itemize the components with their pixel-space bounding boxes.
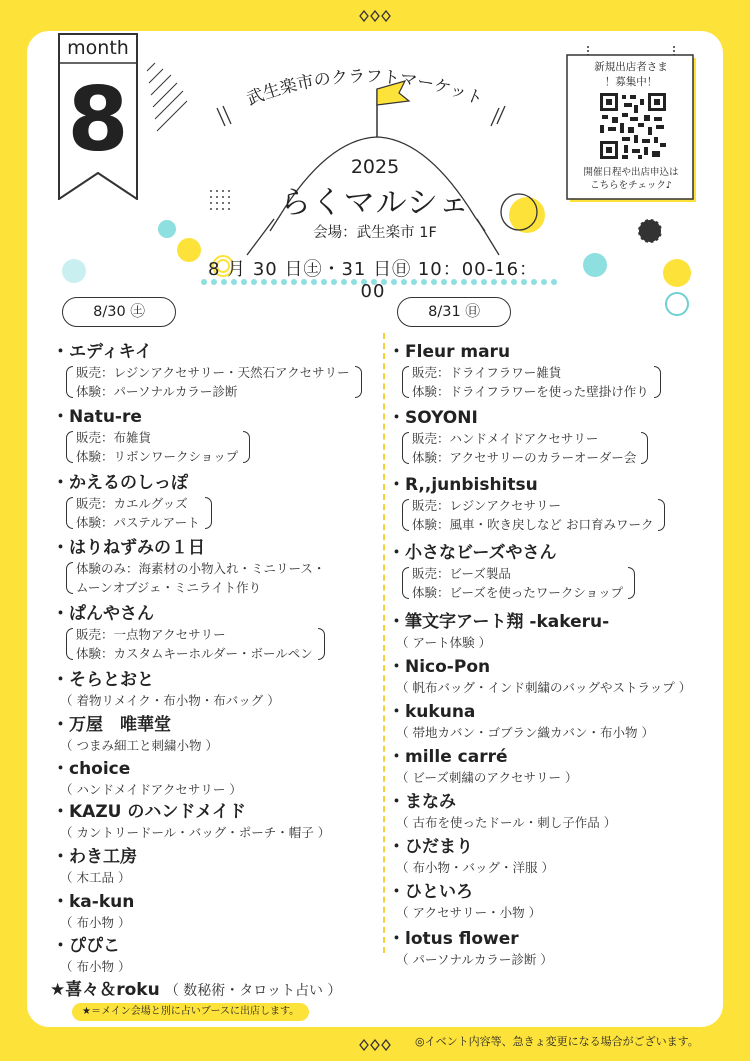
vendor-name: ・Nico-Pon [388,657,491,677]
list-item: ・R,,junbishitsu 販売：レジンアクセサリー 体験：風車・吹き戻しなど お口育みワーク [388,475,654,532]
list-item: ・SOYONI 販売：ハンドメイドアクセサリー 体験：アクセサリーのカラーオーダー会 [388,408,637,465]
list-item: ・KAZU のハンドメイド （ カントリードール・バッグ・ポーチ・帽子 ） [52,802,331,840]
vendor-name: ・KAZU のハンドメイド [52,802,246,822]
vendor-name: ・ひだまり [388,837,473,857]
month-label: month [67,37,129,59]
list-item: ・かえるのしっぽ 販売：カエルグッズ 体験：パステルアート [52,473,200,530]
list-item: ・choice （ ハンドメイドアクセサリー ） [52,759,242,797]
vendor-name: ・SOYONI [388,408,478,428]
event-title: らくマルシェ [279,185,471,221]
vendor-name: ・kukuna [388,702,476,722]
list-item: ・万屋 唯華堂 （ つまみ細工と刺繍小物 ） [52,715,218,753]
vendor-name: ・小さなビーズやさん [388,543,557,563]
list-item: ・ひだまり （ 布小物・バッグ・洋服 ） [388,837,554,875]
list-item: ・まなみ （ 古布を使ったドール・刺し子作品 ） [388,792,617,830]
list-item: ・Nico-Pon （ 帆布バッグ・インド刺繍のバッグやストラップ ） [388,657,692,695]
list-item: ・ぴぴこ （ 布小物 ） [52,936,131,974]
month-number: 8 [67,68,129,171]
vendor-name: ・Fleur maru [388,342,511,362]
list-item: ・kukuna （ 帯地カバン・ゴブラン織カバン・布小物 ） [388,702,654,740]
vendor-name: ・筆文字アート翔 -kakeru- [388,612,610,632]
list-item: ・わき工房 （ 木工品 ） [52,847,137,885]
list-item: ・筆文字アート翔 -kakeru- （ アート体験 ） [388,612,610,650]
event-venue: 会場：武生楽市 1F [313,225,437,241]
list-item: ・そらとおと （ 着物リメイク・布小物・布バッグ ） [52,670,280,708]
list-item: ・エディキイ 販売：レジンアクセサリー・天然石アクセサリー 体験：パーソナルカラー診断 [52,342,350,399]
event-date: 8 月 30 日㊏・31 日㊐ 10：00-16：00 [207,259,539,302]
star-legend: ★＝メイン会場と別に占いブースに出店します。 [72,1003,309,1021]
special-item [50,979,341,1001]
list-item: ・ひといろ （ アクセサリー・小物 ） [388,882,542,920]
diamond-ornament-top [359,10,391,22]
vendor-name: ・R,,junbishitsu [388,475,538,495]
vendor-name: ・Natu-re [52,407,142,427]
diamond-ornament-bottom [359,1039,391,1051]
vendor-name: ・ka-kun [52,892,135,912]
vendor-name: ・万屋 唯華堂 [52,715,171,735]
vendor-name: ・choice [52,759,131,779]
event-year: 2025 [350,156,400,178]
vendor-name: ・ひといろ [388,882,473,902]
vendor-name: ・エディキイ [52,342,152,362]
list-item: ・小さなビーズやさん 販売：ビーズ製品 体験：ビーズを使ったワークショップ [388,543,624,600]
qr-caption-top: 新規出店者さま ！募集中！ [594,61,668,88]
special-vendor-name: ★喜々＆roku [50,980,160,1000]
list-item: ・ぱんやさん 販売：一点物アクセサリー 体験：カスタムキーホルダー・ボールペン [52,604,313,661]
vendor-name: ・そらとおと [52,670,154,690]
list-item: ・lotus flower （ パーソナルカラー診断 ） [388,929,553,967]
day1-header: 8/30 ㊏ [62,297,176,327]
list-item: ・mille carré （ ビーズ刺繍のアクセサリー ） [388,747,578,785]
day2-header: 8/31 ㊐ [397,297,511,327]
vendor-name: ・まなみ [388,792,456,812]
vendor-name: ・ぱんやさん [52,604,154,624]
list-item: ・Natu-re 販売：布雑貨 体験：リボンワークショップ [52,407,239,464]
headline-text [205,56,525,136]
vendor-name: ・わき工房 [52,847,137,867]
list-item: ・ka-kun （ 布小物 ） [52,892,135,930]
column-divider [383,333,385,953]
vendor-name: ・はりねずみの１日 [52,538,205,558]
svg-text:武生楽市のクラフトマーケット: 武生楽市のクラフトマーケット [244,66,486,110]
special-vendor-detail: （ 数秘術・タロット占い ） [164,983,342,999]
vendor-name: ・mille carré [388,747,508,767]
vendor-name: ・かえるのしっぽ [52,473,188,493]
vendor-name: ・ぴぴこ [52,936,120,956]
qr-code-icon[interactable] [600,93,666,159]
qr-caption-bottom: 開催日程や出店申込は こちらをチェック♪ [583,167,679,191]
vendor-name: ・lotus flower [388,929,519,949]
list-item: ・Fleur maru 販売：ドライフラワー雑貨 体験：ドライフラワーを使った壁掛け作り [388,342,649,399]
list-item: ・はりねずみの１日 体験のみ：海素材の小物入れ・ミニリース・ ムーンオブジェ・ミニライト作り [52,538,326,595]
footer-note: ◎イベント内容等、急きょ変更になる場合がございます。 [415,1035,699,1048]
